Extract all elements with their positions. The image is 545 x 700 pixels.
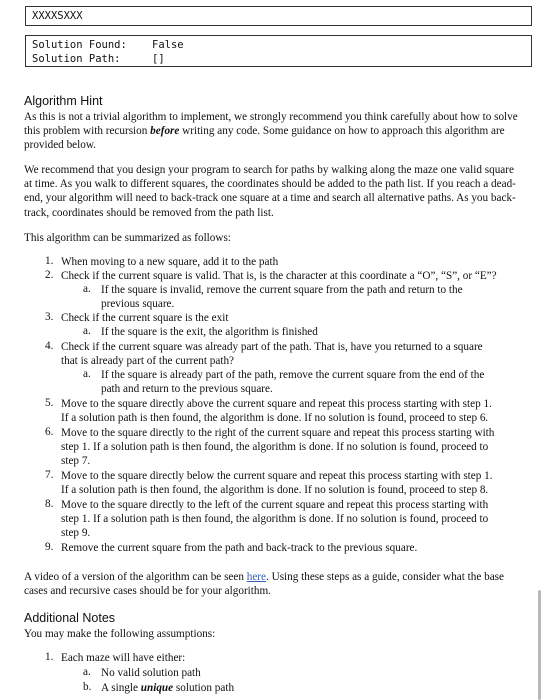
step-number: 1. <box>45 255 54 267</box>
step-number: 9. <box>45 541 54 553</box>
video-text-2: . Using these steps as a guide, consider what the base cases and recursive cases should be for your algorithm. <box>24 571 505 598</box>
step-text: Move to the square directly below the current square and repeat this process starting with step 1. <box>61 470 493 482</box>
note-subitem-b-text <box>101 681 234 695</box>
step-text: Move to the square directly to the right of the current square and repeat this process starting with <box>61 427 495 439</box>
solution-found-line <box>32 39 184 51</box>
step-text: step 1. If a solution path is then found, the algorithm is done. If no solution is found, proceed to <box>61 513 489 525</box>
step-number: a. <box>83 325 91 337</box>
step-text: previous square. <box>101 298 175 310</box>
step-number: 3. <box>45 311 54 323</box>
maze-row-text: XXXXSXXX <box>32 10 83 22</box>
step-text: step 1. If a solution path is then found, the algorithm is done. If no solution is found, proceed to <box>61 441 489 453</box>
video-paragraph <box>24 570 524 598</box>
additional-notes-heading: Additional Notes <box>24 611 116 625</box>
step-text: Check if the current square is the exit <box>61 312 229 324</box>
intro-text-2: writing any code. Some guidance on how to approach this algorithm are provided below. <box>24 125 505 152</box>
solution-path-value: [] <box>152 53 165 65</box>
step-text: step 9. <box>61 527 91 539</box>
note-subitem-a-letter: a. <box>83 666 91 678</box>
scrollbar-thumb[interactable] <box>538 590 541 700</box>
step-text: If a solution path is then found, the algorithm is done. If no solution is found, proceed to step 6. <box>61 412 489 424</box>
step-text: path and return to the previous square. <box>101 383 273 395</box>
step-number: a. <box>83 283 91 295</box>
intro-text-1: As this is not a trivial algorithm to implement, we strongly recommend you think carefully about how to solve this problem with recursion <box>24 111 518 138</box>
algorithm-hint-heading: Algorithm Hint <box>24 94 103 108</box>
step-text: If the square is the exit, the algorithm is finished <box>101 326 318 338</box>
step-text: Check if the current square is valid. That is, is the character at this coordinate a “O”, “S”, or “E”? <box>61 270 497 282</box>
video-link[interactable]: here <box>246 571 267 583</box>
solution-found-label: Solution Found: <box>32 39 127 51</box>
solution-path-line <box>32 53 165 65</box>
maze-code-box <box>25 6 532 26</box>
step-text: When moving to a new square, add it to the path <box>61 256 279 268</box>
b-text-1: A single <box>101 682 141 694</box>
step-text: step 7. <box>61 455 91 467</box>
note-item-text: Each maze will have either: <box>61 652 186 664</box>
step-number: 7. <box>45 469 54 481</box>
step-text: If the square is already part of the path, remove the current square from the end of the <box>101 369 485 381</box>
algorithm-hint-paragraph: We recommend that you design your program to search for paths by walking along the maze one valid square at time. As you walk to different squares, the coordinates should be added to the path list. If you reach a dead-end, your algorithm will need to back-track one square at a time and search all alternative paths. As you back-track, coordinates should be removed from the path list. <box>24 164 516 219</box>
step-text: that is already part of the current path? <box>61 355 235 367</box>
step-text: Move to the square directly to the left of the current square and repeat this process starting with <box>61 499 489 511</box>
note-item-number: 1. <box>45 651 54 663</box>
step-number: 6. <box>45 426 54 438</box>
video-text-1: A video of a version of the algorithm can be seen <box>24 571 247 583</box>
b-text-2: solution path <box>173 682 235 694</box>
solution-found-value: False <box>152 39 184 51</box>
b-emphasis: unique <box>140 682 174 694</box>
note-subitem-a-text: No valid solution path <box>101 667 201 679</box>
step-number: 2. <box>45 269 54 281</box>
step-text: Check if the current square was already part of the path. That is, have you returned to a square <box>61 341 483 353</box>
algorithm-hint-intro <box>24 110 524 153</box>
note-subitem-b-letter: b. <box>83 681 92 693</box>
intro-emphasis: before <box>150 125 180 138</box>
step-text: If the square is invalid, remove the current square from the path and return to the <box>101 284 463 296</box>
step-number: a. <box>83 368 91 380</box>
step-text: Remove the current square from the path and back-track to the previous square. <box>61 542 418 554</box>
solution-path-label: Solution Path: <box>32 53 121 65</box>
solution-output-box <box>25 35 532 67</box>
step-number: 8. <box>45 498 54 510</box>
step-text: If a solution path is then found, the algorithm is done. If no solution is found, proceed to step 8. <box>61 484 489 496</box>
step-text: Move to the square directly above the current square and repeat this process starting with step 1. <box>61 398 492 410</box>
algorithm-summary-line: This algorithm can be summarized as follows: <box>24 232 231 244</box>
assumptions-intro: You may make the following assumptions: <box>24 628 216 640</box>
step-number: 4. <box>45 340 54 352</box>
step-number: 5. <box>45 397 54 409</box>
